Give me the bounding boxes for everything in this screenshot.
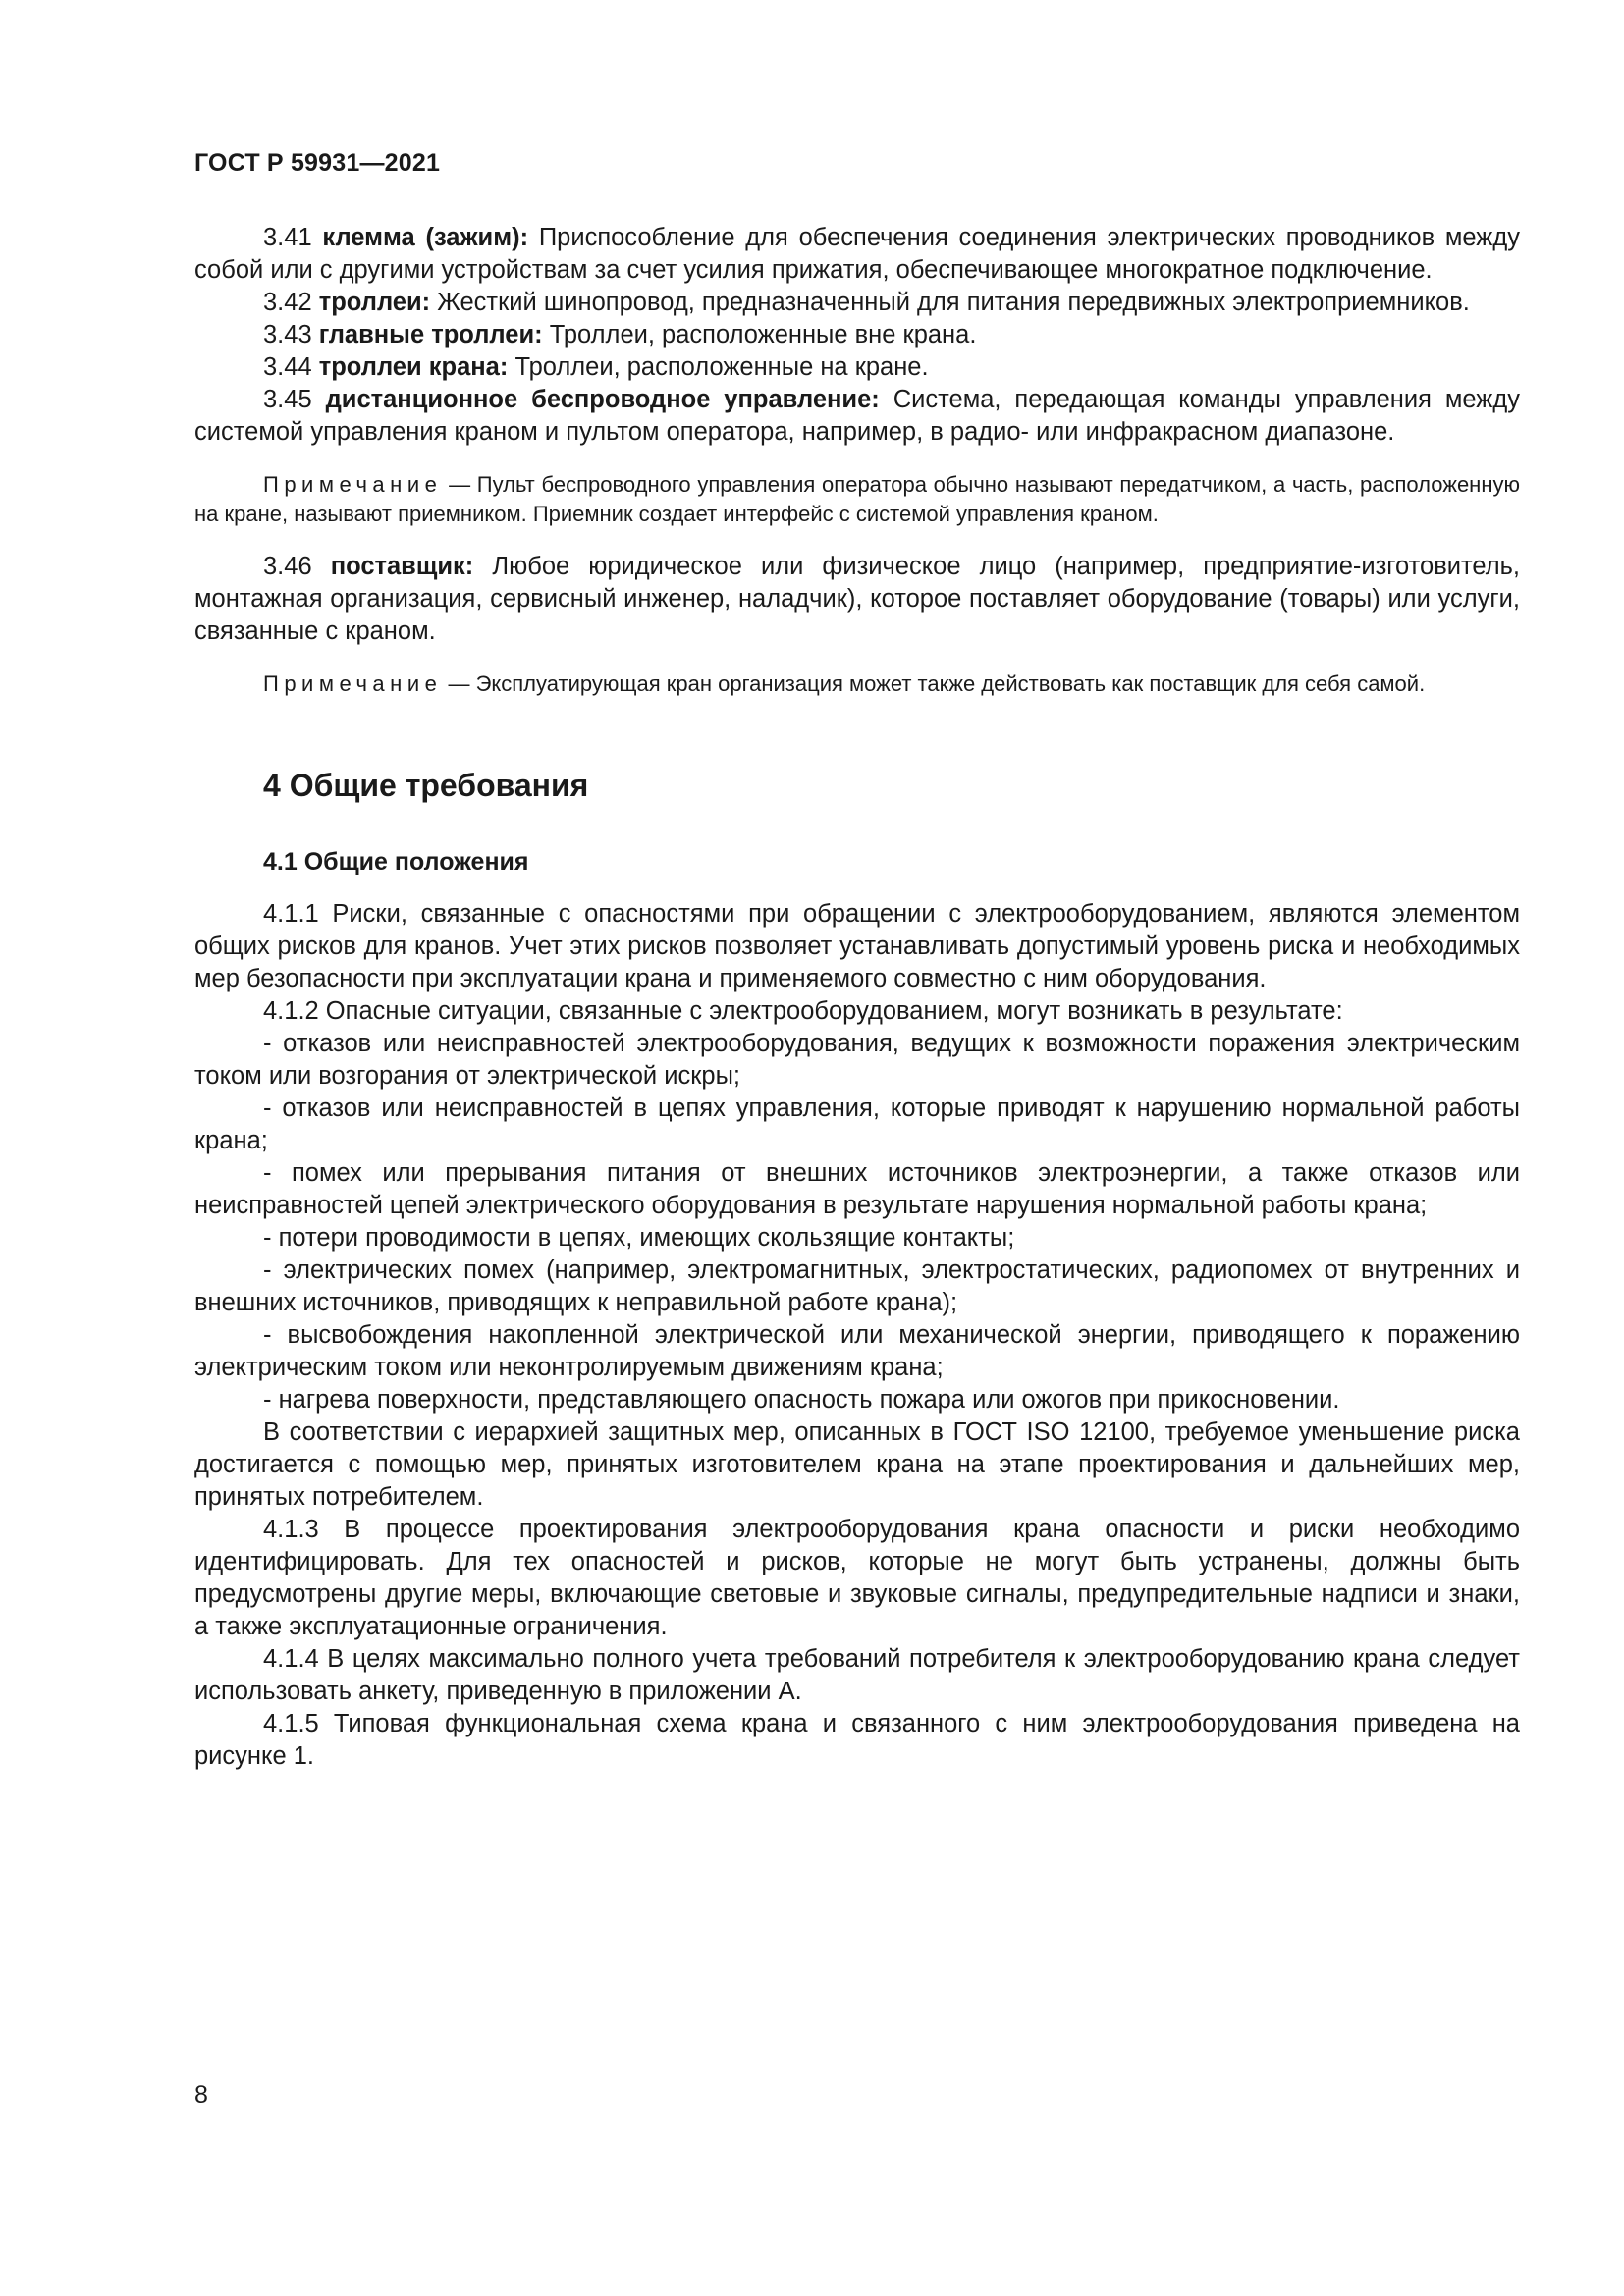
definition-term: дистанционное беспроводное управление: [325, 386, 880, 413]
definition-3-44 [194, 351, 1520, 384]
definition-term: клемма (зажим): [322, 224, 529, 251]
list-item: - потери проводимости в цепях, имеющих скользящие контакты; [263, 1224, 1015, 1252]
page-number: 8 [194, 2081, 208, 2109]
definition-term: поставщик: [330, 553, 474, 580]
definition-3-46 [194, 551, 1520, 648]
note-label: Примечание [263, 671, 443, 696]
definition-number: 3.43 [263, 321, 312, 348]
definition-text: Троллеи, расположенные на кране. [514, 353, 929, 381]
list-item: - отказов или неисправностей электрооборудования, ведущих к возможности поражения электрическим током или возгорания от электрической искры; [194, 1030, 1520, 1090]
definition-3-43 [194, 319, 1520, 351]
note-wireless-control [194, 470, 1520, 529]
note-supplier [194, 669, 1520, 699]
definition-term: главные троллеи: [318, 321, 543, 348]
definition-text: Приспособление для обеспечения соединения электрических проводников между собой или с другими устройствам за счет усилия прижатия, обеспечивающее многократное подключение. [194, 224, 1520, 284]
paragraph: 4.1.2 Опасные ситуации, связанные с электрооборудованием, могут возникать в результате: [263, 997, 1343, 1025]
definition-number: 3.46 [263, 553, 312, 580]
document-header: ГОСТ Р 59931—2021 [194, 149, 441, 177]
paragraph: 4.1.1 Риски, связанные с опасностями при обращении с электрооборудованием, являются элементом общих рисков для кранов. Учет этих рисков позволяет устанавливать допустимый уровень риска и необходимых мер безопасности при эксплуатации крана и применяемого совместно с ним оборудования. [194, 900, 1520, 992]
definition-number: 3.42 [263, 289, 312, 316]
definition-term: троллеи крана: [318, 353, 509, 381]
section-title: 4 Общие требования [263, 768, 589, 803]
paragraph: 4.1.4 В целях максимально полного учета требований потребителя к электрооборудованию крана следует использовать анкету, приведенную в приложении А. [194, 1645, 1520, 1705]
definition-3-45 [194, 384, 1520, 449]
list-item: - электрических помех (например, электромагнитных, электростатических, радиопомех от внутренних и внешних источников, приводящих к неправильной работе крана); [194, 1256, 1520, 1316]
paragraph: 4.1.5 Типовая функциональная схема крана и связанного с ним электрооборудования приведена на рисунке 1. [194, 1710, 1520, 1770]
definition-text: Жесткий шинопровод, предназначенный для питания передвижных электроприемников. [437, 289, 1470, 316]
list-item: - помех или прерывания питания от внешних источников электроэнергии, а также отказов или неисправностей цепей электрического оборудования в результате нарушения нормальной работы крана; [194, 1159, 1520, 1219]
list-item: - нагрева поверхности, представляющего опасность пожара или ожогов при прикосновении. [263, 1386, 1340, 1414]
definition-number: 3.41 [263, 224, 312, 251]
list-item: - высвобождения накопленной электрической или механической энергии, приводящего к поражению электрическим током или неконтролируемым движениям крана; [194, 1321, 1520, 1381]
paragraph: В соответствии с иерархией защитных мер, описанных в ГОСТ ISO 12100, требуемое уменьшение риска достигается с помощью мер, принятых изготовителем крана на этапе проектирования и дальнейших мер, принятых потребителем. [194, 1418, 1520, 1511]
definition-text: Троллеи, расположенные вне крана. [549, 321, 977, 348]
definition-3-41 [194, 222, 1520, 287]
note-text: — Эксплуатирующая кран организация может также действовать как поставщик для себя самой. [448, 671, 1426, 696]
definition-3-42 [194, 287, 1520, 319]
list-item: - отказов или неисправностей в цепях управления, которые приводят к нарушению нормальной работы крана; [194, 1095, 1520, 1154]
note-label: Примечание [263, 472, 443, 497]
definition-text: Система, передающая команды управления между системой управления краном и пультом оператора, например, в радио- или инфракрасном диапазоне. [194, 386, 1520, 446]
definition-number: 3.44 [263, 353, 312, 381]
definition-term: троллеи: [318, 289, 431, 316]
page-content [194, 222, 1520, 1773]
definition-number: 3.45 [263, 386, 312, 413]
subsection-title: 4.1 Общие положения [263, 848, 529, 876]
paragraph: 4.1.3 В процессе проектирования электрооборудования крана опасности и риски необходимо идентифицировать. Для тех опасностей и рисков, которые не могут быть устранены, должны быть предусмотрены другие меры, включающие световые и звуковые сигналы, предупредительные надписи и знаки, а также эксплуатационные ограничения. [194, 1516, 1520, 1640]
definition-text: Любое юридическое или физическое лицо (например, предприятие-изготовитель, монтажная организация, сервисный инженер, наладчик), которое поставляет оборудование (товары) или услуги, связанные с краном. [194, 553, 1521, 645]
note-text: — Пульт беспроводного управления оператора обычно называют передатчиком, а часть, расположенную на кране, называют приемником. Приемник создает интерфейс с системой управления краном. [194, 472, 1520, 526]
